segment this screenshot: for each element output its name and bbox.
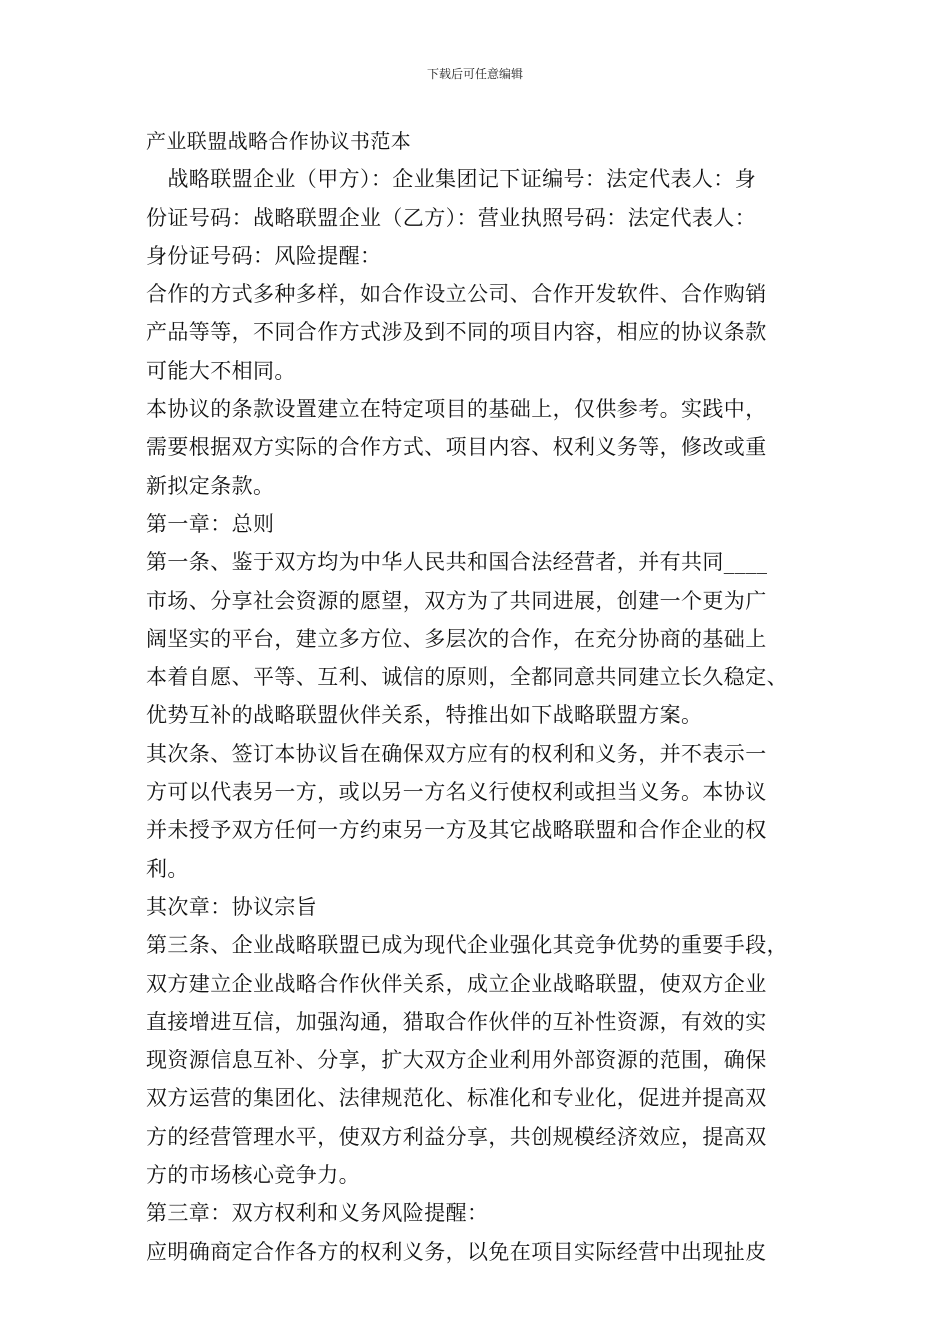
text-line: 份证号码：战略联盟企业（乙方）：营业执照号码：法定代表人： [146,205,757,230]
chapter-heading: 第一章：总则 [146,511,275,536]
text-line: 市场、分享社会资源的愿望，双方为了共同进展，创建一个更为广 [146,588,767,613]
text-line: 战略联盟企业（甲方）：企业集团记下证编号：法定代表人：身 [146,167,757,192]
text-line: 可能大不相同。 [146,358,296,383]
text-line: 双方运营的集团化、法律规范化、标准化和专业化，促进并提高双 [146,1086,767,1111]
document-body [146,122,826,1271]
text-line: 本协议的条款设置建立在特定项目的基础上，仅供参考。实践中， [146,397,767,422]
text-line: 新拟定条款。 [146,473,275,498]
text-line: 身份证号码：风险提醒： [146,243,382,268]
text-line: 双方建立企业战略合作伙伴关系，成立企业战略联盟，使双方企业 [146,971,767,996]
chapter-heading: 其次章：协议宗旨 [146,894,318,919]
text-line: 其次条、签订本协议旨在确保双方应有的权利和义务，并不表示一 [146,741,767,766]
text-line: 第三条、企业战略联盟已成为现代企业强化其竞争优势的重要手段， [146,933,788,958]
text-line: 优势互补的战略联盟伙伴关系，特推出如下战略联盟方案。 [146,703,703,728]
page-header: 下载后可任意编辑 [426,67,523,81]
text-line: 方可以代表另一方，或以另一方名义行使权利或担当义务。本协议 [146,780,767,805]
text-line: 方的经营管理水平，使双方利益分享，共创规模经济效应，提高双 [146,1124,767,1149]
text-line: 需要根据双方实际的合作方式、项目内容、权利义务等，修改或重 [146,435,767,460]
text-line: 直接增进互信，加强沟通，猎取合作伙伴的互补性资源，有效的实 [146,1009,767,1034]
text-line: 阔坚实的平台，建立多方位、多层次的合作，在充分协商的基础上 [146,626,767,651]
text-line: 方的市场核心竞争力。 [146,1163,360,1188]
text-line: 应明确商定合作各方的权利义务，以免在项目实际经营中出现扯皮 [146,1239,767,1264]
text-line: 现资源信息互补、分享，扩大双方企业利用外部资源的范围，确保 [146,1048,767,1073]
text-line: 利。 [146,856,189,881]
text-line: 合作的方式多种多样，如合作设立公司、合作开发软件、合作购销 [146,282,767,307]
text-line: 并未授予双方任何一方约束另一方及其它战略联盟和合作企业的权 [146,818,767,843]
text-line: 产品等等，不同合作方式涉及到不同的项目内容，相应的协议条款 [146,320,767,345]
text-line: 第一条、鉴于双方均为中华人民共和国合法经营者，并有共同____ [146,550,768,575]
text-line: 本着自愿、平等、互利、诚信的原则，全都同意共同建立长久稳定、 [146,665,788,690]
chapter-heading: 第三章：双方权利和义务风险提醒： [146,1201,489,1226]
document-title: 产业联盟战略合作协议书范本 [146,129,412,153]
